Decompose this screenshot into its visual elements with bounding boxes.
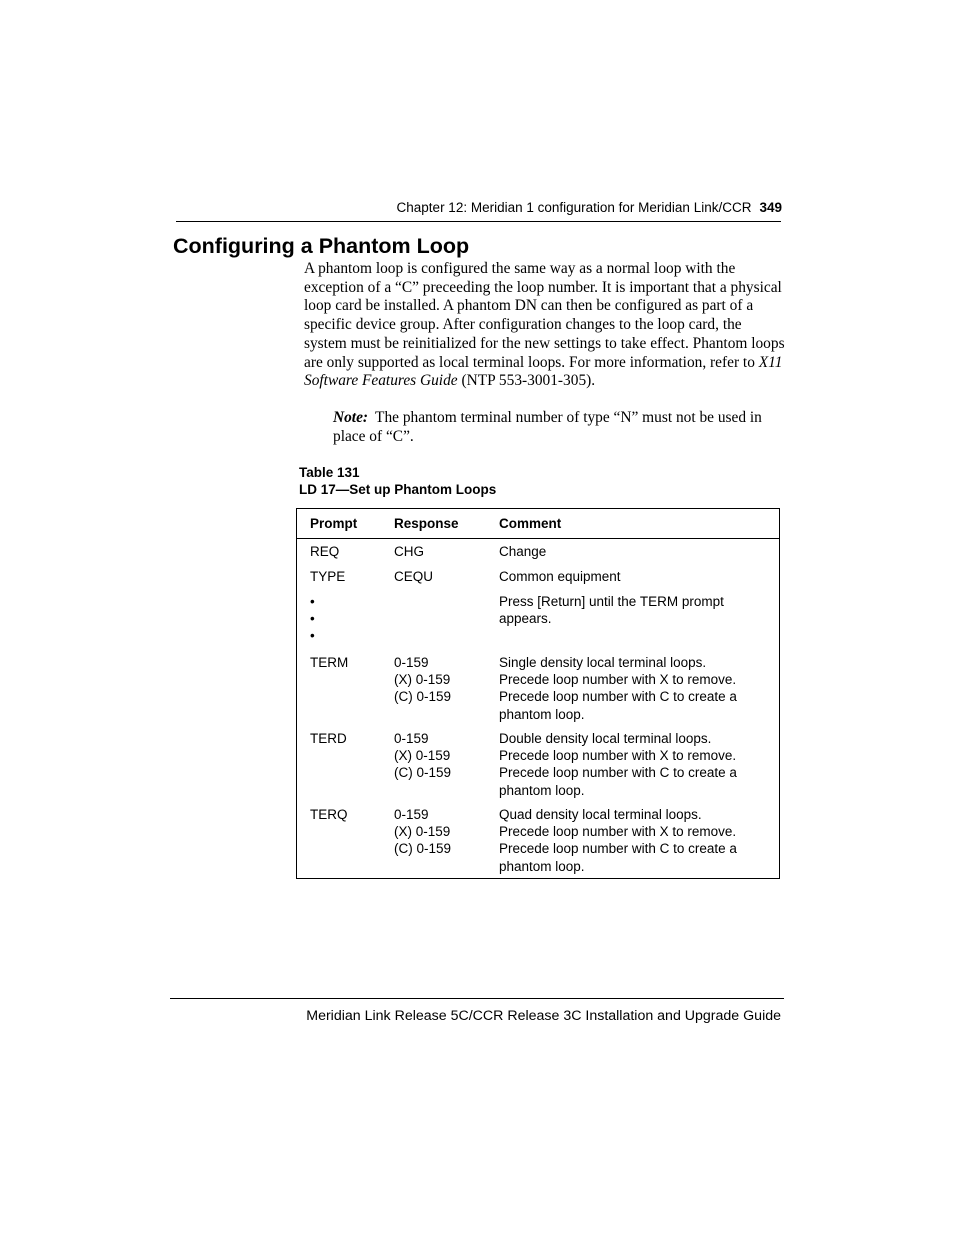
- body-paragraph: [304, 260, 786, 391]
- header-comment: Comment: [499, 516, 562, 531]
- table-number: Table 131: [299, 465, 360, 480]
- response-line: (C) 0-159: [394, 689, 452, 705]
- prompt-line: •: [310, 594, 315, 609]
- cell-response: [394, 654, 451, 706]
- response-line: (X) 0-159: [394, 824, 451, 840]
- response-line: (C) 0-159: [394, 765, 452, 781]
- comment-line: phantom loop.: [499, 706, 585, 722]
- response-line: CHG: [394, 544, 424, 559]
- response-line: 0-159: [394, 731, 429, 746]
- header-response: Response: [394, 516, 459, 531]
- cell-comment: [499, 654, 761, 723]
- comment-line: appears.: [499, 611, 552, 627]
- cell-prompt: [310, 568, 345, 585]
- comment-line: Change: [499, 544, 547, 559]
- cell-comment: [499, 806, 761, 875]
- ld17-table: [296, 508, 780, 879]
- prompt-line: TERD: [310, 731, 347, 746]
- cell-comment: [499, 568, 761, 585]
- table-header-row: [297, 509, 779, 539]
- cell-response: [394, 568, 433, 585]
- body-text-after: (NTP 553-3001-305).: [457, 372, 596, 390]
- cell-prompt: [310, 593, 315, 645]
- header-prompt: Prompt: [310, 516, 358, 531]
- comment-line: Common equipment: [499, 569, 621, 584]
- table-caption: [299, 464, 496, 498]
- response-line: 0-159: [394, 807, 429, 822]
- footer-text: Meridian Link Release 5C/CCR Release 3C Installation and Upgrade Guide: [306, 1008, 781, 1024]
- comment-line: Single density local terminal loops.: [499, 655, 707, 670]
- response-line: (C) 0-159: [394, 841, 452, 857]
- note-text: The phantom terminal number of type “N” must not be used in place of “C”.: [333, 409, 762, 445]
- comment-line: Precede loop number with C to create a: [499, 689, 737, 705]
- comment-line: Press [Return] until the TERM prompt: [499, 594, 724, 609]
- body-text-before: A phantom loop is configured the same way as a normal loop with the exception of a “C” preceeding the loop number. It is important that a physical loop card be installed. A phantom DN can then be configured as part of a specific device group. After configuration changes to the loop card, the system must be reinitialized for the new settings to take effect. Phantom loops are only supported as local terminal loops. For more information, refer to: [304, 260, 785, 371]
- cell-prompt: [310, 543, 339, 560]
- comment-line: Precede loop number with C to create a: [499, 841, 737, 857]
- response-line: CEQU: [394, 569, 434, 584]
- comment-line: Double density local terminal loops.: [499, 731, 712, 746]
- running-header: [176, 199, 782, 217]
- cell-comment: [499, 543, 761, 560]
- cell-prompt: [310, 730, 347, 747]
- prompt-line: TERM: [310, 655, 349, 670]
- cell-response: [394, 806, 451, 858]
- prompt-line: •: [310, 628, 315, 644]
- cell-response: [394, 543, 424, 560]
- cell-comment: [499, 730, 761, 799]
- cell-response: [394, 730, 451, 782]
- header-divider: [176, 221, 781, 222]
- response-line: (X) 0-159: [394, 672, 451, 688]
- note-label: Note:: [333, 409, 369, 426]
- reference-title: X11 Software Features Guide: [304, 353, 783, 390]
- cell-prompt: [310, 806, 348, 823]
- footer-divider: [170, 998, 784, 999]
- table-title: LD 17—Set up Phantom Loops: [299, 482, 497, 497]
- prompt-line: TYPE: [310, 569, 346, 584]
- prompt-line: REQ: [310, 544, 340, 559]
- comment-line: Precede loop number with C to create a: [499, 765, 737, 781]
- response-line: (X) 0-159: [394, 748, 451, 764]
- prompt-line: TERQ: [310, 807, 348, 822]
- prompt-line: •: [310, 611, 315, 627]
- chapter-title: Chapter 12: Meridian 1 configuration for Meridian Link/CCR: [396, 200, 752, 215]
- comment-line: phantom loop.: [499, 782, 585, 798]
- comment-line: Precede loop number with X to remove.: [499, 748, 737, 764]
- comment-line: Quad density local terminal loops.: [499, 807, 702, 822]
- cell-comment: [499, 593, 761, 627]
- comment-line: Precede loop number with X to remove.: [499, 824, 737, 840]
- comment-line: phantom loop.: [499, 858, 585, 874]
- page-number: 349: [759, 200, 782, 215]
- comment-line: Precede loop number with X to remove.: [499, 672, 737, 688]
- cell-prompt: [310, 654, 348, 671]
- note: [333, 409, 783, 446]
- response-line: 0-159: [394, 655, 429, 670]
- section-title: Configuring a Phantom Loop: [173, 234, 470, 258]
